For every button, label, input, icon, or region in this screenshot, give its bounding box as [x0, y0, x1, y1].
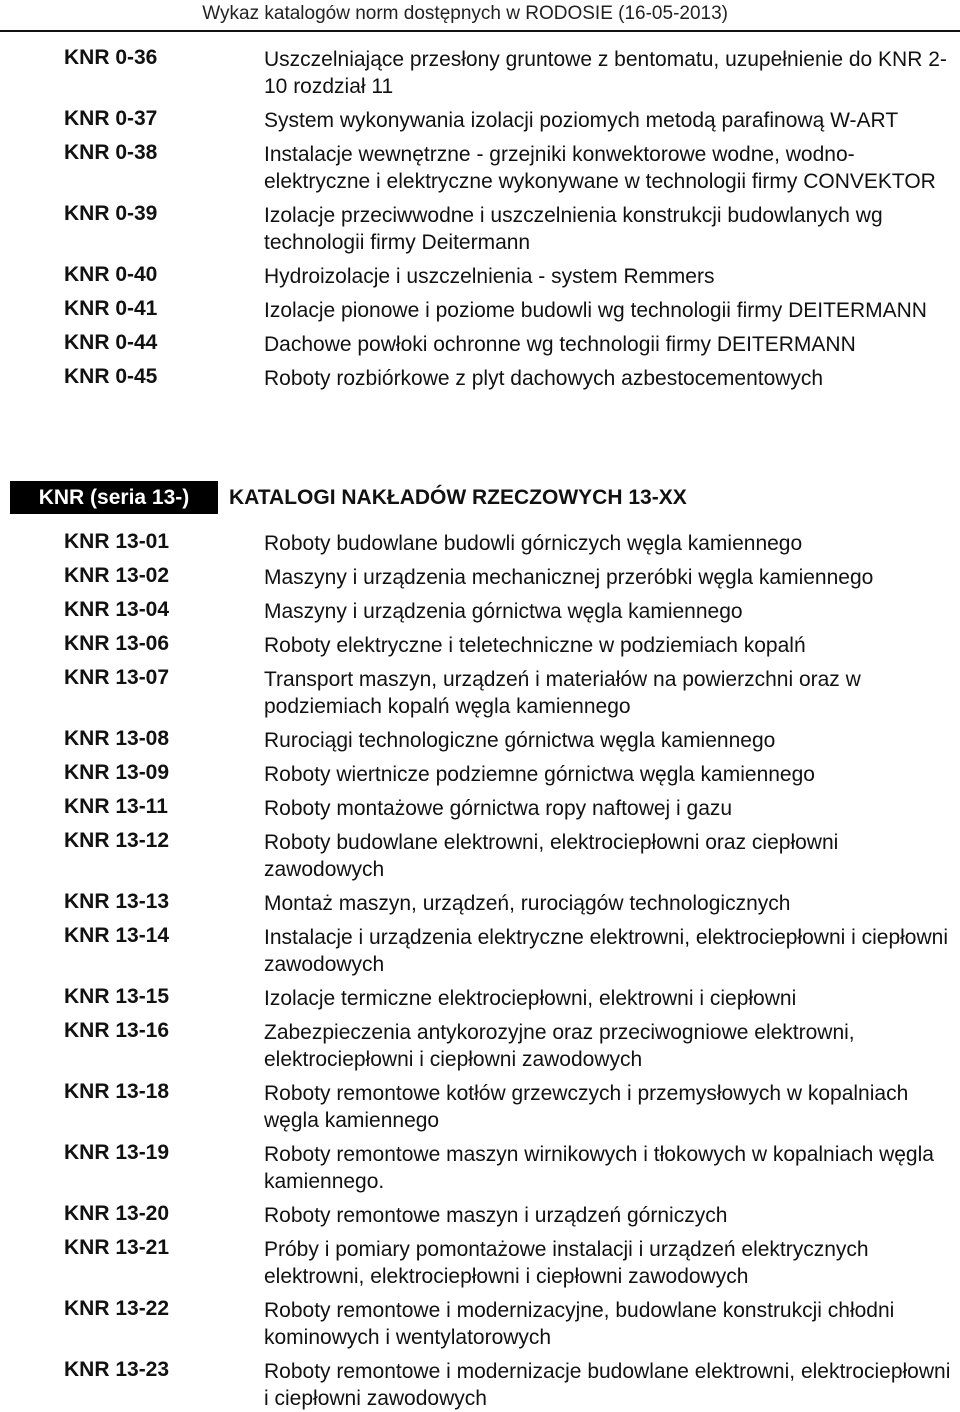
catalog-code: KNR 13-07 — [64, 666, 170, 689]
catalog-code: KNR 0-40 — [64, 263, 158, 286]
catalog-code: KNR 13-21 — [64, 1236, 170, 1259]
catalog-entry — [0, 363, 960, 392]
catalog-description: Izolacje przeciwwodne i uszczelnienia konstrukcji budowlanych wg technologii firmy Deitermann — [264, 204, 883, 254]
catalog-entry — [0, 261, 960, 290]
section-title: KATALOGI NAKŁADÓW RZECZOWYCH 13-XX — [229, 486, 687, 509]
catalog-description: Rurociągi technologiczne górnictwa węgla kamiennego — [264, 729, 776, 752]
catalog-code: KNR 0-41 — [64, 297, 158, 320]
catalog-description: Transport maszyn, urządzeń i materiałów na powierzchni oraz w podziemiach kopalń węgla kamiennego — [264, 668, 861, 718]
catalog-description: Roboty remontowe maszyn wirnikowych i tłokowych w kopalniach węgla kamiennego. — [264, 1143, 934, 1193]
catalog-code: KNR 13-08 — [64, 727, 170, 750]
catalog-entry — [0, 1295, 960, 1351]
catalog-entry — [0, 1356, 960, 1412]
header-divider — [0, 30, 960, 32]
catalog-entry — [0, 1200, 960, 1229]
document-title: Wykaz katalogów norm dostępnych w RODOSIE (16-05-2013) — [202, 3, 728, 24]
catalog-code: KNR 0-45 — [64, 365, 158, 388]
catalog-description: Roboty remontowe kotłów grzewczych i przemysłowych w kopalniach węgla kamiennego — [264, 1082, 909, 1132]
catalog-description: Próby i pomiary pomontażowe instalacji i urządzeń elektrycznych elektrowni, elektrociepłowni i ciepłowni zawodowych — [264, 1238, 869, 1288]
catalog-code: KNR 0-44 — [64, 331, 158, 354]
catalog-entry — [0, 888, 960, 917]
catalog-description: Roboty budowlane budowli górniczych węgla kamiennego — [264, 532, 803, 555]
catalog-entry — [0, 105, 960, 134]
catalog-code: KNR 0-36 — [64, 46, 158, 69]
catalog-description: Roboty wiertnicze podziemne górnictwa węgla kamiennego — [264, 763, 815, 786]
catalog-description: Instalacje wewnętrzne - grzejniki konwektorowe wodne, wodno-elektryczne i elektryczne wykonywane w technologii firmy CONVEKTOR — [264, 143, 936, 193]
catalog-entry — [0, 793, 960, 822]
catalog-code: KNR 0-38 — [64, 141, 158, 164]
catalog-description: Roboty remontowe i modernizacyjne, budowlane konstrukcji chłodni kominowych i wentylatorowych — [264, 1299, 895, 1349]
catalog-description: Dachowe powłoki ochronne wg technologii firmy DEITERMANN — [264, 333, 856, 356]
section-header — [0, 481, 960, 514]
catalog-description: Roboty elektryczne i teletechniczne w podziemiach kopalń — [264, 634, 806, 657]
catalog-code: KNR 13-01 — [64, 530, 170, 553]
catalog-code: KNR 13-18 — [64, 1080, 170, 1103]
catalog-entry — [0, 596, 960, 625]
catalog-list-series-0 — [0, 44, 960, 392]
catalog-entry — [0, 827, 960, 883]
catalog-description: Roboty budowlane elektrowni, elektrociepłowni oraz ciepłowni zawodowych — [264, 831, 839, 881]
catalog-description: Roboty remontowe i modernizacje budowlane elektrowni, elektrociepłowni i ciepłowni zawodowych — [264, 1360, 951, 1410]
series-badge: KNR (seria 13-) — [10, 481, 218, 514]
page-header — [0, 0, 960, 34]
catalog-code: KNR 13-22 — [64, 1297, 170, 1320]
catalog-entry — [0, 922, 960, 978]
catalog-entry — [0, 528, 960, 557]
catalog-entry — [0, 139, 960, 195]
catalog-code: KNR 13-13 — [64, 890, 170, 913]
catalog-code: KNR 13-15 — [64, 985, 170, 1008]
catalog-entry — [0, 630, 960, 659]
catalog-code: KNR 13-06 — [64, 632, 170, 655]
catalog-entry — [0, 1078, 960, 1134]
catalog-entry — [0, 329, 960, 358]
catalog-description: Montaż maszyn, urządzeń, rurociągów technologicznych — [264, 892, 791, 915]
catalog-entry — [0, 295, 960, 324]
catalog-code: KNR 13-19 — [64, 1141, 170, 1164]
catalog-code: KNR 0-39 — [64, 202, 158, 225]
catalog-code: KNR 13-16 — [64, 1019, 170, 1042]
catalog-code: KNR 13-23 — [64, 1358, 170, 1381]
catalog-entry — [0, 1017, 960, 1073]
catalog-code: KNR 13-14 — [64, 924, 170, 947]
catalog-description: Uszczelniające przesłony gruntowe z bentomatu, uzupełnienie do KNR 2-10 rozdział 11 — [264, 48, 947, 98]
catalog-code: KNR 13-20 — [64, 1202, 170, 1225]
catalog-description: Hydroizolacje i uszczelnienia - system Remmers — [264, 265, 715, 288]
catalog-description: Izolacje pionowe i poziome budowli wg technologii firmy DEITERMANN — [264, 299, 927, 322]
catalog-entry — [0, 759, 960, 788]
catalog-code: KNR 0-37 — [64, 107, 158, 130]
catalog-entry — [0, 983, 960, 1012]
catalog-description: Roboty rozbiórkowe z plyt dachowych azbestocementowych — [264, 367, 824, 390]
catalog-entry — [0, 664, 960, 720]
catalog-code: KNR 13-09 — [64, 761, 170, 784]
catalog-entry — [0, 44, 960, 100]
catalog-entry — [0, 1234, 960, 1290]
catalog-description: Zabezpieczenia antykorozyjne oraz przeciwogniowe elektrowni, elektrociepłowni i ciepłowni zawodowych — [264, 1021, 855, 1071]
catalog-entry — [0, 1139, 960, 1195]
catalog-description: Maszyny i urządzenia górnictwa węgla kamiennego — [264, 600, 743, 623]
catalog-description: Roboty montażowe górnictwa ropy naftowej i gazu — [264, 797, 733, 820]
catalog-description: Roboty remontowe maszyn i urządzeń górniczych — [264, 1204, 728, 1227]
catalog-description: Instalacje i urządzenia elektryczne elektrowni, elektrociepłowni i ciepłowni zawodowych — [264, 926, 948, 976]
catalog-description: Maszyny i urządzenia mechanicznej przeróbki węgla kamiennego — [264, 566, 874, 589]
catalog-code: KNR 13-04 — [64, 598, 170, 621]
catalog-entry — [0, 200, 960, 256]
catalog-list-series-13 — [0, 528, 960, 1412]
catalog-description: System wykonywania izolacji poziomych metodą parafinową W-ART — [264, 109, 899, 132]
catalog-entry — [0, 725, 960, 754]
catalog-code: KNR 13-02 — [64, 564, 170, 587]
catalog-code: KNR 13-11 — [64, 795, 168, 818]
catalog-entry — [0, 562, 960, 591]
catalog-description: Izolacje termiczne elektrociepłowni, elektrowni i ciepłowni — [264, 987, 797, 1010]
catalog-code: KNR 13-12 — [64, 829, 170, 852]
